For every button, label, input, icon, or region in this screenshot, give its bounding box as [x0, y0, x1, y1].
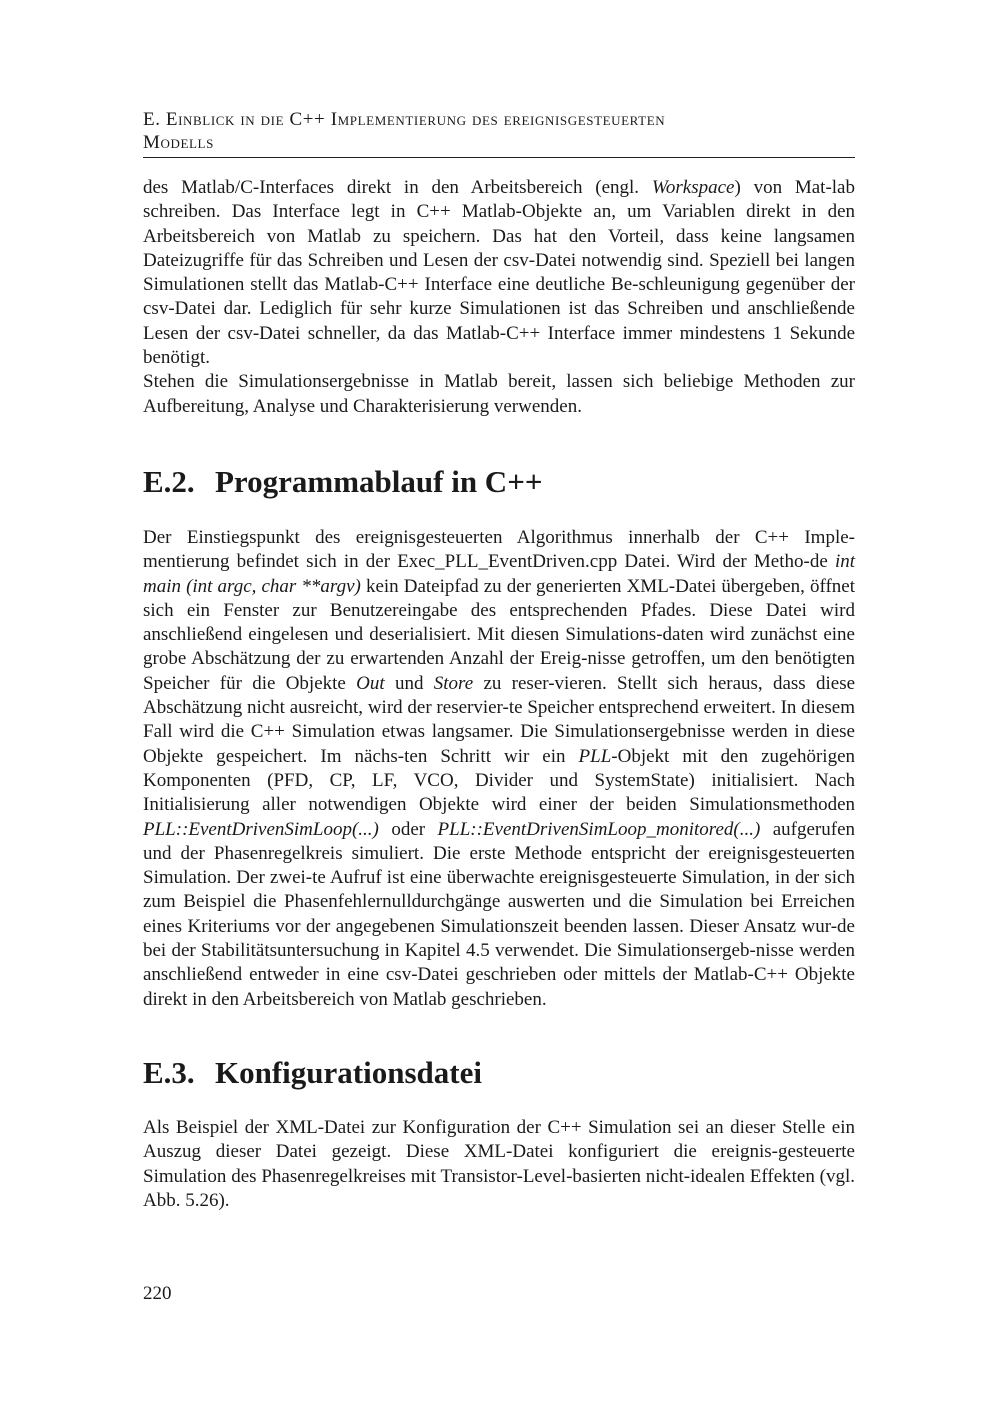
text-run: zu reser-vieren. Stellt sich heraus, dass diese Abschätzung nicht ausreicht, wird der reservier-te Speicher entsprechend erweitert. In diesem Fall wird die C++ Simulation etwas langsamer. Die Simulationsergebnisse werden in diese Objekte gespeichert. Im nächs-ten Schritt wir ein [143, 672, 856, 767]
text-run: und [384, 672, 434, 694]
object-pll: PLL [578, 745, 612, 767]
section-heading-konfigurationsdatei [143, 1055, 855, 1091]
header-line-1: E. Einblick in die C++ Implementierung des ereignisgesteuerten [143, 109, 666, 130]
text-run: oder [378, 818, 438, 840]
text-run: aufgerufen und der Phasenregelkreis simuliert. Die erste Methode entspricht der ereignisgesteuerten Simulation. Der zwei-te Aufruf ist eine überwachte ereignisgesteuerte Simulation, in der sich zum Beispiel die Phasenfehlernulldurchgänge auswerten und die Simulation bei Erreichen eines Kriteriums vor der angegebenen Simulationszeit beenden lassen. Dieser Ansatz wur-de bei der Stabilitätsuntersuchung in Kapitel 4.5 verwendet. Die Simulationsergeb-nisse werden anschließend entweder in eine csv-Datei geschrieben oder mittels der Matlab-C++ Objekte direkt in den Arbeitsbereich von Matlab geschrieben. [143, 818, 856, 1010]
section-number: E.3. [143, 1054, 195, 1090]
programmablauf-paragraph [143, 526, 855, 1012]
object-out: Out [356, 672, 385, 694]
konfiguration-paragraph: Als Beispiel der XML-Datei zur Konfiguration der C++ Simulation sei an dieser Stelle ein Auszug dieser Datei gezeigt. Diese XML-Datei konfiguriert die ereignis-gesteuerte Simulation des Phasenregelkreises mit Transistor-Level-basierten nicht-idealen Effekten (vgl. Abb. 5.26). [143, 1116, 855, 1211]
workspace-term: Workspace [651, 177, 735, 198]
intro-text-b: ) von Mat-lab schreiben. Das Interface legt in C++ Matlab-Objekte an, um Variablen direkt in den Arbeitsbereich von Matlab zu speichern. Das hat den Vorteil, dass keine langsamen Dateizugriffe für das Schreiben und Lesen der csv-Datei notwendig sind. Speziell bei langen Simulationen stellt das Matlab-C++ Interface eine deutliche Be-schleunigung gegenüber der csv-Datei dar. Lediglich für sehr kurze Simulationen ist das Schreiben und anschließende Lesen der csv-Datei schneller, da das Matlab-C++ Interface immer mindestens 1 Sekunde benötigt. [143, 177, 855, 369]
page-number: 220 [143, 1283, 172, 1304]
section-heading-programmablauf [143, 464, 855, 500]
running-header [143, 108, 855, 158]
method-simloop: PLL::EventDrivenSimLoop(...) [143, 818, 379, 840]
text-run: kein Dateipfad zu der generierten XML-Datei übergeben, öffnet sich ein Fenster zur Benutzereingabe des entsprechenden Pfades. Diese Datei wird anschließend eingelesen und deserialisiert. Mit diesen Simulations-daten wird zunächst eine grobe Abschätzung der zu erwartenden Anzahl der Ereig-nisse getroffen, um den benötigten Speicher für die Objekte [143, 575, 855, 694]
section-title: Konfigurationsdatei [215, 1054, 482, 1090]
code-main-signature: int main (int argc, char **argv) [143, 551, 855, 597]
intro-text-a: des Matlab/C-Interfaces direkt in den Arbeitsbereich (engl. [143, 177, 652, 198]
intro-paragraph-2: Stehen die Simulationsergebnisse in Matlab bereit, lassen sich beliebige Methoden zur Aufbereitung, Analyse und Charakterisierung verwenden. [143, 371, 855, 417]
header-line-2: Modells [143, 132, 214, 153]
text-run: -Objekt mit den zugehörigen Komponenten (PFD, CP, LF, VCO, Divider und SystemState) initialisiert. Nach Initialisierung aller notwendigen Objekte wird einer der beiden Simulationsmethoden [143, 745, 855, 816]
section-title: Programmablauf in C++ [215, 463, 543, 499]
intro-paragraph-1 [143, 176, 855, 370]
text-run: Der Einstiegspunkt des ereignisgesteuerten Algorithmus innerhalb der C++ Imple-mentierung befindet sich in der Exec_PLL_EventDriven.cpp Datei. Wird der Metho-de [143, 526, 855, 573]
main-content [143, 176, 855, 1213]
object-store: Store [433, 672, 474, 694]
method-simloop-monitored: PLL::EventDrivenSimLoop_monitored(...) [437, 818, 761, 840]
section-number: E.2. [143, 463, 195, 499]
